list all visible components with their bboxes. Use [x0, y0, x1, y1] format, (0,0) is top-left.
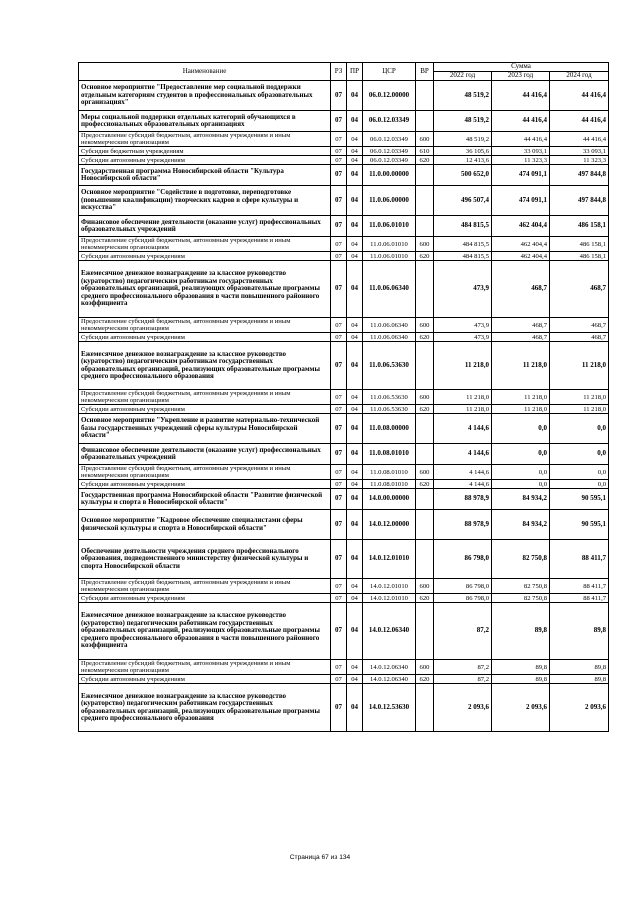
table-row: [79, 216, 609, 237]
row-vr: 600: [416, 579, 434, 594]
row-csr: 14.0.12.01010: [363, 540, 416, 579]
row-name: Субсидии автономным учреждениям: [79, 252, 331, 261]
row-amount-2022: 484 815,5: [434, 237, 492, 252]
row-amount-2023: 11 218,0: [492, 390, 550, 405]
table-row: [79, 540, 609, 579]
row-rz: 07: [331, 390, 347, 405]
row-rz: 07: [331, 186, 347, 216]
row-rz: 07: [331, 342, 347, 390]
row-amount-2023: 462 404,4: [492, 252, 550, 261]
row-amount-2022: 48 519,2: [434, 81, 492, 111]
row-pr: 04: [347, 489, 363, 510]
row-csr: 11.0.06.01010: [363, 237, 416, 252]
row-amount-2022: 87,2: [434, 675, 492, 684]
row-vr: 620: [416, 252, 434, 261]
row-csr: 11.0.08.01010: [363, 480, 416, 489]
table-row: [79, 342, 609, 390]
row-amount-2023: 82 750,8: [492, 540, 550, 579]
row-pr: 04: [347, 147, 363, 156]
row-amount-2024: 11 218,0: [550, 342, 609, 390]
row-pr: 04: [347, 465, 363, 480]
row-pr: 04: [347, 603, 363, 660]
row-csr: 14.0.00.00000: [363, 489, 416, 510]
row-amount-2024: 11 218,0: [550, 405, 609, 414]
row-vr: [416, 684, 434, 732]
row-amount-2024: 0,0: [550, 465, 609, 480]
table-row: [79, 237, 609, 252]
row-rz: 07: [331, 81, 347, 111]
row-pr: 04: [347, 390, 363, 405]
row-pr: 04: [347, 252, 363, 261]
row-amount-2024: 468,7: [550, 318, 609, 333]
row-rz: 07: [331, 156, 347, 165]
row-amount-2022: 12 413,6: [434, 156, 492, 165]
row-name: Предоставление субсидий бюджетным, автономным учреждениям и иным некоммерческим организациям: [79, 465, 331, 480]
table-row: [79, 186, 609, 216]
row-pr: 04: [347, 186, 363, 216]
row-pr: 04: [347, 216, 363, 237]
row-pr: 04: [347, 660, 363, 675]
row-rz: 07: [331, 603, 347, 660]
row-amount-2024: 0,0: [550, 414, 609, 444]
row-csr: 11.0.06.53630: [363, 342, 416, 390]
row-vr: [416, 165, 434, 186]
row-amount-2023: 0,0: [492, 444, 550, 465]
row-amount-2023: 0,0: [492, 465, 550, 480]
table-row: [79, 480, 609, 489]
row-pr: 04: [347, 684, 363, 732]
row-amount-2022: 500 652,0: [434, 165, 492, 186]
row-amount-2022: 4 144,6: [434, 465, 492, 480]
row-amount-2024: 89,8: [550, 675, 609, 684]
row-csr: 14.0.12.01010: [363, 594, 416, 603]
row-amount-2024: 89,8: [550, 660, 609, 675]
row-pr: 04: [347, 405, 363, 414]
row-csr: 06.0.12.00000: [363, 81, 416, 111]
row-name: Субсидии автономным учреждениям: [79, 156, 331, 165]
row-csr: 11.0.06.06340: [363, 318, 416, 333]
row-amount-2023: 462 404,4: [492, 216, 550, 237]
row-name: Ежемесячное денежное вознаграждение за классное руководство (кураторство) педагогическим работникам государственных образовательных организаций, реализующих образовательные программы среднего профессионального образования: [79, 684, 331, 732]
row-amount-2023: 474 091,1: [492, 165, 550, 186]
row-rz: 07: [331, 579, 347, 594]
row-vr: 600: [416, 390, 434, 405]
row-amount-2023: 468,7: [492, 261, 550, 318]
row-csr: 06.0.12.03349: [363, 111, 416, 132]
row-amount-2022: 88 978,9: [434, 489, 492, 510]
table-row: [79, 489, 609, 510]
row-pr: 04: [347, 414, 363, 444]
row-amount-2022: 88 978,9: [434, 510, 492, 540]
table-row: [79, 318, 609, 333]
row-vr: [416, 603, 434, 660]
row-name: Предоставление субсидий бюджетным, автономным учреждениям и иным некоммерческим организациям: [79, 579, 331, 594]
budget-table: [78, 62, 609, 732]
row-amount-2023: 474 091,1: [492, 186, 550, 216]
row-name: Предоставление субсидий бюджетным, автономным учреждениям и иным некоммерческим организациям: [79, 390, 331, 405]
row-name: Ежемесячное денежное вознаграждение за классное руководство (кураторство) педагогическим работникам государственных образовательных организаций, реализующих образовательные программы среднего профессионального образования: [79, 342, 331, 390]
row-rz: 07: [331, 333, 347, 342]
row-pr: 04: [347, 444, 363, 465]
row-vr: [416, 489, 434, 510]
table-row: [79, 261, 609, 318]
row-rz: 07: [331, 252, 347, 261]
row-vr: 620: [416, 480, 434, 489]
row-amount-2022: 11 218,0: [434, 405, 492, 414]
row-amount-2022: 48 519,2: [434, 132, 492, 147]
row-amount-2023: 44 416,4: [492, 111, 550, 132]
table-row: [79, 252, 609, 261]
row-vr: [416, 261, 434, 318]
row-amount-2024: 497 844,8: [550, 165, 609, 186]
row-vr: 620: [416, 405, 434, 414]
row-rz: 07: [331, 480, 347, 489]
row-amount-2023: 89,8: [492, 675, 550, 684]
row-csr: 14.0.12.00000: [363, 510, 416, 540]
row-amount-2024: 0,0: [550, 480, 609, 489]
row-amount-2024: 88 411,7: [550, 594, 609, 603]
row-name: Субсидии бюджетным учреждениям: [79, 147, 331, 156]
row-amount-2023: 82 750,8: [492, 579, 550, 594]
row-amount-2022: 473,9: [434, 261, 492, 318]
row-amount-2023: 468,7: [492, 333, 550, 342]
row-amount-2023: 462 404,4: [492, 237, 550, 252]
row-name: Обеспечение деятельности учреждения среднего профессионального образования, подведомственного министерству физической культуры и спорта Новосибирской области: [79, 540, 331, 579]
row-rz: 07: [331, 132, 347, 147]
row-amount-2022: 4 144,6: [434, 414, 492, 444]
row-amount-2024: 90 595,1: [550, 510, 609, 540]
row-rz: 07: [331, 540, 347, 579]
row-csr: 11.0.06.53630: [363, 405, 416, 414]
row-amount-2023: 84 934,2: [492, 510, 550, 540]
row-name: Субсидии автономным учреждениям: [79, 594, 331, 603]
row-rz: 07: [331, 594, 347, 603]
table-row: [79, 594, 609, 603]
table-row: [79, 684, 609, 732]
row-amount-2024: 11 323,3: [550, 156, 609, 165]
row-csr: 11.0.08.01010: [363, 444, 416, 465]
table-row: [79, 675, 609, 684]
row-pr: 04: [347, 480, 363, 489]
row-vr: [416, 444, 434, 465]
row-pr: 04: [347, 156, 363, 165]
row-vr: 600: [416, 237, 434, 252]
header-csr: ЦСР: [363, 63, 416, 81]
row-pr: 04: [347, 132, 363, 147]
row-pr: 04: [347, 261, 363, 318]
row-vr: [416, 342, 434, 390]
table-row: [79, 111, 609, 132]
row-amount-2024: 88 411,7: [550, 540, 609, 579]
row-pr: 04: [347, 540, 363, 579]
row-name: Государственная программа Новосибирской области "Культура Новосибирской области": [79, 165, 331, 186]
row-rz: 07: [331, 444, 347, 465]
row-vr: 620: [416, 594, 434, 603]
row-amount-2022: 473,9: [434, 318, 492, 333]
row-pr: 04: [347, 165, 363, 186]
row-csr: 06.0.12.03349: [363, 132, 416, 147]
row-vr: 620: [416, 156, 434, 165]
row-name: Меры социальной поддержки отдельных категорий обучающихся в профессиональных образовательных организациях: [79, 111, 331, 132]
row-amount-2022: 87,2: [434, 660, 492, 675]
row-vr: 620: [416, 333, 434, 342]
header-year-2024: 2024 год: [550, 72, 609, 81]
row-amount-2022: 48 519,2: [434, 111, 492, 132]
row-amount-2023: 468,7: [492, 318, 550, 333]
row-amount-2023: 89,8: [492, 660, 550, 675]
row-pr: 04: [347, 318, 363, 333]
row-amount-2023: 0,0: [492, 480, 550, 489]
row-csr: 11.0.08.00000: [363, 414, 416, 444]
row-csr: 11.0.00.00000: [363, 165, 416, 186]
table-row: [79, 165, 609, 186]
row-csr: 14.0.12.06340: [363, 660, 416, 675]
row-csr: 11.0.06.01010: [363, 216, 416, 237]
row-vr: [416, 111, 434, 132]
row-rz: 07: [331, 684, 347, 732]
row-csr: 11.0.06.06340: [363, 333, 416, 342]
row-name: Ежемесячное денежное вознаграждение за классное руководство (кураторство) педагогическим работникам государственных образовательных организаций, реализующих образовательные программы среднего профессионального образования в части повышенного районного коэффициента: [79, 261, 331, 318]
row-csr: 11.0.06.00000: [363, 186, 416, 216]
row-amount-2024: 2 093,6: [550, 684, 609, 732]
table-row: [79, 510, 609, 540]
row-pr: 04: [347, 333, 363, 342]
row-csr: 14.0.12.01010: [363, 579, 416, 594]
row-name: Финансовое обеспечение деятельности (оказание услуг) профессиональных образовательных учреждений: [79, 216, 331, 237]
row-rz: 07: [331, 465, 347, 480]
row-name: Государственная программа Новосибирской области "Развитие физической культуры и спорта в Новосибирской области": [79, 489, 331, 510]
row-amount-2024: 44 416,4: [550, 111, 609, 132]
row-amount-2023: 0,0: [492, 414, 550, 444]
row-rz: 07: [331, 165, 347, 186]
row-amount-2024: 0,0: [550, 444, 609, 465]
header-name: Наименование: [79, 63, 331, 81]
row-csr: 14.0.12.06340: [363, 603, 416, 660]
row-vr: 610: [416, 147, 434, 156]
row-vr: [416, 216, 434, 237]
row-name: Субсидии автономным учреждениям: [79, 480, 331, 489]
row-csr: 06.0.12.03349: [363, 147, 416, 156]
row-name: Основное мероприятие "Укрепление и развитие материально-технической базы государственных учреждений сферы культуры Новосибирской области": [79, 414, 331, 444]
row-vr: 600: [416, 132, 434, 147]
table-row: [79, 81, 609, 111]
table-row: [79, 444, 609, 465]
row-amount-2024: 486 158,1: [550, 252, 609, 261]
row-amount-2024: 11 218,0: [550, 390, 609, 405]
row-pr: 04: [347, 510, 363, 540]
row-rz: 07: [331, 216, 347, 237]
row-amount-2024: 486 158,1: [550, 216, 609, 237]
row-amount-2023: 11 323,3: [492, 156, 550, 165]
row-amount-2022: 87,2: [434, 603, 492, 660]
table-row: [79, 405, 609, 414]
row-vr: 620: [416, 675, 434, 684]
row-amount-2022: 86 798,0: [434, 579, 492, 594]
row-amount-2024: 44 416,4: [550, 132, 609, 147]
table-row: [79, 390, 609, 405]
row-pr: 04: [347, 342, 363, 390]
row-amount-2022: 4 144,6: [434, 444, 492, 465]
row-pr: 04: [347, 237, 363, 252]
row-vr: 600: [416, 318, 434, 333]
row-name: Предоставление субсидий бюджетным, автономным учреждениям и иным некоммерческим организациям: [79, 132, 331, 147]
row-name: Ежемесячное денежное вознаграждение за классное руководство (кураторство) педагогическим работникам государственных образовательных организаций, реализующих образовательные программы среднего профессионального образования в части повышенного районного коэффициента: [79, 603, 331, 660]
row-name: Предоставление субсидий бюджетным, автономным учреждениям и иным некоммерческим организациям: [79, 237, 331, 252]
row-name: Основное мероприятие "Содействие в подготовке, переподготовке (повышении квалификации) творческих кадров в сфере культуры и искусства": [79, 186, 331, 216]
row-name: Основное мероприятие "Предоставление мер социальной поддержки отдельным категориям студентов в профессиональных образовательных организациях": [79, 81, 331, 111]
header-year-2023: 2023 год: [492, 72, 550, 81]
row-csr: 06.0.12.03349: [363, 156, 416, 165]
row-csr: 11.0.06.01010: [363, 252, 416, 261]
row-csr: 14.0.12.06340: [363, 675, 416, 684]
row-amount-2024: 486 158,1: [550, 237, 609, 252]
row-amount-2023: 2 093,6: [492, 684, 550, 732]
row-amount-2024: 88 411,7: [550, 579, 609, 594]
row-vr: [416, 510, 434, 540]
row-amount-2024: 33 093,1: [550, 147, 609, 156]
row-amount-2024: 468,7: [550, 261, 609, 318]
row-amount-2023: 89,8: [492, 603, 550, 660]
row-amount-2024: 89,8: [550, 603, 609, 660]
row-amount-2022: 473,9: [434, 333, 492, 342]
table-row: [79, 579, 609, 594]
row-rz: 07: [331, 510, 347, 540]
row-csr: 14.0.12.53630: [363, 684, 416, 732]
row-csr: 11.0.06.53630: [363, 390, 416, 405]
row-name: Субсидии автономным учреждениям: [79, 333, 331, 342]
row-pr: 04: [347, 111, 363, 132]
row-rz: 07: [331, 111, 347, 132]
row-amount-2022: 2 093,6: [434, 684, 492, 732]
row-amount-2022: 484 815,5: [434, 252, 492, 261]
row-rz: 07: [331, 405, 347, 414]
row-name: Субсидии автономным учреждениям: [79, 405, 331, 414]
table-row: [79, 603, 609, 660]
table-row: [79, 660, 609, 675]
row-amount-2022: 484 815,5: [434, 216, 492, 237]
row-rz: 07: [331, 414, 347, 444]
row-amount-2023: 33 093,1: [492, 147, 550, 156]
row-csr: 11.0.08.01010: [363, 465, 416, 480]
table-row: [79, 465, 609, 480]
page-footer: Страница 67 из 134: [289, 854, 351, 861]
header-sum: Сумма: [434, 63, 609, 72]
row-vr: 600: [416, 465, 434, 480]
table-header: [79, 63, 609, 81]
row-amount-2024: 497 844,8: [550, 186, 609, 216]
row-rz: 07: [331, 318, 347, 333]
row-pr: 04: [347, 675, 363, 684]
row-vr: [416, 81, 434, 111]
table-row: [79, 132, 609, 147]
row-amount-2022: 496 507,4: [434, 186, 492, 216]
header-year-2022: 2022 год: [434, 72, 492, 81]
row-vr: [416, 540, 434, 579]
row-name: Субсидии автономным учреждениям: [79, 675, 331, 684]
row-amount-2022: 86 798,0: [434, 540, 492, 579]
row-vr: 600: [416, 660, 434, 675]
row-amount-2023: 84 934,2: [492, 489, 550, 510]
row-amount-2022: 36 105,6: [434, 147, 492, 156]
row-amount-2022: 86 798,0: [434, 594, 492, 603]
row-rz: 07: [331, 675, 347, 684]
row-amount-2023: 44 416,4: [492, 132, 550, 147]
row-amount-2022: 11 218,0: [434, 390, 492, 405]
row-rz: 07: [331, 147, 347, 156]
table-row: [79, 156, 609, 165]
table-row: [79, 414, 609, 444]
row-amount-2023: 11 218,0: [492, 342, 550, 390]
row-rz: 07: [331, 237, 347, 252]
row-pr: 04: [347, 81, 363, 111]
row-rz: 07: [331, 261, 347, 318]
row-name: Предоставление субсидий бюджетным, автономным учреждениям и иным некоммерческим организациям: [79, 318, 331, 333]
table-row: [79, 333, 609, 342]
row-amount-2024: 468,7: [550, 333, 609, 342]
row-name: Основное мероприятие "Кадровое обеспечение специалистами сферы физической культуры и спорта в Новосибирской области": [79, 510, 331, 540]
row-vr: [416, 186, 434, 216]
row-rz: 07: [331, 660, 347, 675]
row-csr: 11.0.06.06340: [363, 261, 416, 318]
row-amount-2023: 82 750,8: [492, 594, 550, 603]
row-vr: [416, 414, 434, 444]
row-amount-2024: 44 416,4: [550, 81, 609, 111]
row-amount-2024: 90 595,1: [550, 489, 609, 510]
row-amount-2022: 11 218,0: [434, 342, 492, 390]
table-body: [79, 81, 609, 732]
header-pr: ПР: [347, 63, 363, 81]
table-row: [79, 147, 609, 156]
row-pr: 04: [347, 594, 363, 603]
row-pr: 04: [347, 579, 363, 594]
row-amount-2022: 4 144,6: [434, 480, 492, 489]
row-amount-2023: 44 416,4: [492, 81, 550, 111]
row-name: Финансовое обеспечение деятельности (оказание услуг) профессиональных образовательных учреждений: [79, 444, 331, 465]
header-vr: ВР: [416, 63, 434, 81]
row-name: Предоставление субсидий бюджетным, автономным учреждениям и иным некоммерческим организациям: [79, 660, 331, 675]
header-rz: РЗ: [331, 63, 347, 81]
row-rz: 07: [331, 489, 347, 510]
row-amount-2023: 11 218,0: [492, 405, 550, 414]
